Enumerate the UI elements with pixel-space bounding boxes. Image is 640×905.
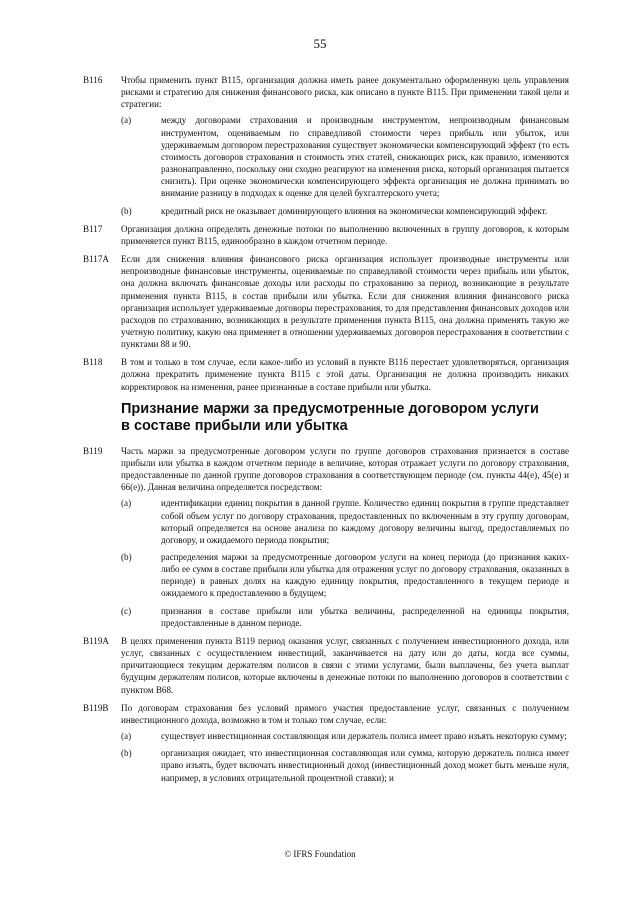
paragraph-text: По договорам страхования без условий прямого участия предоставление услуг, связанных с получением инвестиционного дохода, возможно в том и только том случае, если: [121, 702, 569, 725]
page-number: 55 [313, 36, 327, 51]
paragraph-text: В целях применения пункта B119 период оказания услуг, связанных с получением инвестиционного дохода, или услуг, связанных с осуществлением инвестиций, заканчивается на дату или до даты, когда все суммы, причитающиеся текущим держателям полисов в связи с этими услугами, были выплачены, без учета выплат будущим держателям полисов, которые включены в денежные потоки по выполнению договоров в соответствии с пунктом B68. [121, 635, 569, 695]
paragraph-b117 [83, 223, 569, 247]
item-label: (b) [121, 205, 132, 216]
paragraph-b119 [83, 445, 569, 629]
list-item [121, 497, 569, 546]
paragraph-b119a [83, 635, 569, 696]
paragraph-id: B117 [83, 223, 103, 234]
item-text: организация ожидает, что инвестиционная составляющая или сумма, которую держатель полиса имеет право изъять, будет включать инвестиционный доход (инвестиционный доход может быть меньше нуля, например, в условиях отрицательной процентной ставки); и [161, 748, 569, 783]
paragraph-id: B116 [83, 75, 103, 85]
paragraph-text: В том и только в том случае, если какое-либо из условий в пункте B116 перестает удовлетворяться, организация должна прекратить применение пункта B115 с этой даты. Организация не должна производить никаких корректировок на изменения, ранее признанные в составе прибыли или убытка. [121, 357, 569, 392]
paragraph-id: B119 [83, 445, 103, 456]
list-item [121, 551, 569, 600]
paragraph-id: B117A [83, 254, 109, 265]
paragraph-id: B118 [83, 357, 103, 368]
paragraph-text: Организация должна определять денежные потоки по выполнению включенных в группу договоров, к которым применяется пункт B115, единообразно в каждом отчетном периоде. [121, 223, 569, 246]
paragraph-text: Если для снижения влияния финансового риска организация использует производные инструменты или непроизводные финансовые инструменты, оцениваемые по справедливой стоимости через прибыль или убыток, она должна включать финансовые доходы или расходы по страхованию за период, возникающие в результате применения пункта B115, в состав прибыли или убытка. Если для снижения влияния финансового риска организация использует удерживаемые договоры перестрахования, то для представления финансовых доходов или расходов по страхованию, возникающих в результате применения пункта B115, она должна применять такую же учетную политику, какую она применяет в отношении удерживаемых договоров перестрахования в соответствии с пунктами 88 и 90. [121, 254, 569, 350]
list-item [121, 730, 569, 742]
item-text: распределения маржи за предусмотренные договором услуги на конец периода (до признания каких-либо ее сумм в составе прибыли или убытка для отражения услуг по договору страхования, оказанных в периоде) в равных долях на каждую единицу покрытия, предоставленного в текущем периоде и ожидаемого к предоставлению в будущем; [161, 552, 569, 599]
item-text: существует инвестиционная составляющая или держатель полиса имеет право изъять некоторую сумму; [161, 731, 567, 742]
paragraph-id: B119A [83, 635, 109, 646]
item-text: признания в составе прибыли или убытка величины, распределенной на единицы покрытия, предоставленные в данном периоде. [161, 605, 569, 628]
list-item [121, 205, 569, 217]
section-heading: Признание маржи за предусмотренные договором услуги в составе прибыли или убытка [121, 400, 539, 434]
page-content [83, 74, 569, 790]
item-label: (a) [121, 115, 132, 126]
item-list [121, 730, 569, 784]
paragraph-id: B119B [83, 702, 109, 713]
item-text: между договорами страхования и производным инструментом, непроизводным финансовым инструментом, оцениваемым по справедливой стоимости через прибыль или убыток, или удерживаемым договором перестрахования существует экономически компенсирующий эффект (то есть стоимость договоров страхования и стоимость этих статей, снижающих риск, как правило, изменяются разнонаправленно, поскольку они сходно реагируют на изменения риска, который организация пытается снизить). При оценке экономически компенсирующего эффекта организация не должна принимать во внимание разницу в подходах к оценке для целей бухгалтерского учета; [161, 115, 569, 199]
item-label: (c) [121, 605, 132, 616]
paragraph-b119b [83, 702, 569, 784]
item-text: кредитный риск не оказывает доминирующего влияния на экономически компенсирующий эффект. [161, 205, 548, 216]
item-label: (b) [121, 552, 132, 562]
paragraph-text: Часть маржи за предусмотренные договором услуги по группе договоров страхования признается в составе прибыли или убытка в каждом отчетном периоде в величине, которая отражает услуги по договору страхования, предоставленные по данной группе договоров страхования в соответствующем периоде (см. пункты 44(e), 45(e) и 66(e)). Данная величина определяется посредством: [121, 445, 569, 493]
paragraph-b117a [83, 253, 569, 350]
list-item [121, 605, 569, 629]
item-list [121, 497, 569, 629]
item-label: (a) [121, 731, 132, 742]
paragraph-b116 [83, 74, 569, 217]
item-label: (a) [121, 498, 132, 509]
footer-copyright: © IFRS Foundation [284, 849, 356, 859]
paragraph-b118 [83, 356, 569, 392]
list-item [121, 114, 569, 199]
paragraph-text: Чтобы применить пункт B115, организация должна иметь ранее документально оформленную цель управления рисками и стратегию для снижения финансового риска, как описано в пункте B115. При применении такой цели и стратегии: [121, 75, 569, 110]
item-list [121, 114, 569, 216]
list-item [121, 747, 569, 783]
item-label: (b) [121, 748, 132, 759]
item-text: идентификации единиц покрытия в данной группе. Количество единиц покрытия в группе представляет собой объем услуг по договору страхования, предоставленных по включенным в эту группу договорам, который определяется на основе анализа по каждому договору величины выгод, предоставляемых по договору, и ожидаемого периода покрытия; [161, 498, 569, 545]
